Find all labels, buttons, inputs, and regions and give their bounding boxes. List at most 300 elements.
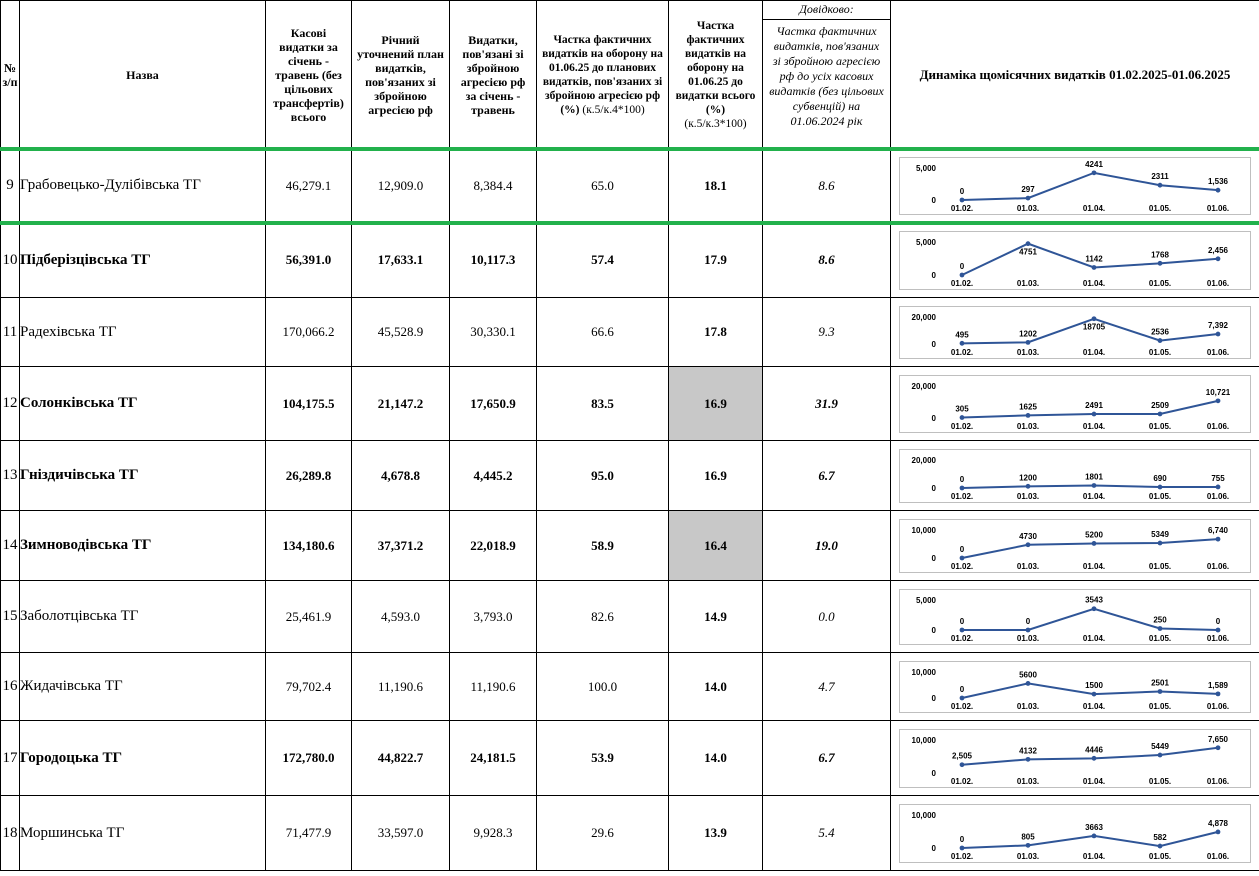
data-label: 1200 bbox=[1019, 472, 1037, 482]
row-number: 17 bbox=[1, 721, 20, 796]
dynamics-chart-cell bbox=[891, 298, 1259, 367]
header-share-of-plan-formula: (к.5/к.4*100) bbox=[582, 103, 645, 116]
y-tick-max: 10,000 bbox=[911, 810, 936, 820]
data-point bbox=[1026, 842, 1031, 847]
data-label: 10,721 bbox=[1205, 387, 1231, 397]
aggression-expenditure: 8,384.4 bbox=[450, 149, 537, 223]
data-point bbox=[1158, 338, 1163, 343]
dynamics-chart-cell bbox=[891, 653, 1259, 721]
community-name: Жидачівська ТГ bbox=[20, 653, 266, 721]
data-label: 1768 bbox=[1151, 249, 1169, 259]
highlight-rule-top bbox=[0, 147, 1259, 151]
annual-plan: 17,633.1 bbox=[352, 223, 450, 298]
x-tick-label: 01.04. bbox=[1082, 491, 1106, 501]
annual-plan: 44,822.7 bbox=[352, 721, 450, 796]
data-label: 7,392 bbox=[1207, 320, 1229, 330]
line-chart-svg bbox=[900, 590, 1250, 644]
share-of-total: 16.9 bbox=[669, 441, 763, 511]
x-tick-label: 01.02. bbox=[950, 633, 974, 643]
header-share-of-total bbox=[669, 1, 763, 149]
y-tick-max: 20,000 bbox=[911, 381, 936, 391]
cash-expenditure: 25,461.9 bbox=[266, 581, 352, 653]
row-number: 13 bbox=[1, 441, 20, 511]
row-number: 14 bbox=[1, 511, 20, 581]
community-name: Городоцька ТГ bbox=[20, 721, 266, 796]
table-row bbox=[1, 796, 1259, 871]
data-point bbox=[1158, 540, 1163, 545]
reference-share-2024: 31.9 bbox=[763, 367, 891, 441]
x-tick-label: 01.04. bbox=[1082, 203, 1106, 213]
x-tick-label: 01.05. bbox=[1148, 633, 1172, 643]
share-of-total: 16.4 bbox=[669, 511, 763, 581]
table-row bbox=[1, 581, 1259, 653]
y-tick-max: 5,000 bbox=[915, 237, 936, 247]
x-tick-label: 01.03. bbox=[1016, 633, 1040, 643]
data-point bbox=[960, 627, 965, 632]
data-point bbox=[1026, 483, 1031, 488]
data-label: 1,536 bbox=[1207, 176, 1229, 186]
aggression-expenditure: 17,650.9 bbox=[450, 367, 537, 441]
y-tick-zero: 0 bbox=[931, 625, 936, 635]
line-chart-svg bbox=[900, 450, 1250, 502]
row-number: 18 bbox=[1, 796, 20, 871]
series-line bbox=[962, 485, 1218, 488]
line-chart-svg bbox=[900, 805, 1250, 862]
x-tick-label: 01.02. bbox=[950, 851, 974, 861]
data-label: 4446 bbox=[1085, 744, 1103, 754]
data-point bbox=[960, 555, 965, 560]
data-point bbox=[1092, 411, 1097, 416]
share-of-plan: 100.0 bbox=[537, 653, 669, 721]
x-tick-label: 01.05. bbox=[1148, 278, 1172, 288]
data-label: 3543 bbox=[1085, 595, 1103, 605]
x-tick-label: 01.03. bbox=[1016, 203, 1040, 213]
dynamics-chart-cell bbox=[891, 223, 1259, 298]
data-label: 0 bbox=[959, 186, 965, 196]
data-point bbox=[1216, 829, 1221, 834]
aggression-expenditure: 4,445.2 bbox=[450, 441, 537, 511]
share-of-total: 14.0 bbox=[669, 721, 763, 796]
cash-expenditure: 172,780.0 bbox=[266, 721, 352, 796]
data-label: 2311 bbox=[1151, 171, 1169, 181]
data-label: 755 bbox=[1211, 473, 1225, 483]
data-label: 4241 bbox=[1085, 159, 1103, 169]
x-tick-label: 01.05. bbox=[1148, 491, 1172, 501]
data-point bbox=[1092, 606, 1097, 611]
data-label: 3663 bbox=[1085, 822, 1103, 832]
table-row bbox=[1, 298, 1259, 367]
x-tick-label: 01.06. bbox=[1206, 701, 1230, 711]
x-tick-label: 01.02. bbox=[950, 347, 974, 357]
x-tick-label: 01.05. bbox=[1148, 701, 1172, 711]
x-tick-label: 01.02. bbox=[950, 421, 974, 431]
x-tick-label: 01.05. bbox=[1148, 776, 1172, 786]
community-name: Солонківська ТГ bbox=[20, 367, 266, 441]
dynamics-chart bbox=[899, 729, 1251, 788]
data-label: 0 bbox=[959, 616, 965, 626]
line-chart-svg bbox=[900, 232, 1250, 289]
cash-expenditure: 26,289.8 bbox=[266, 441, 352, 511]
share-of-total: 18.1 bbox=[669, 149, 763, 223]
x-tick-label: 01.04. bbox=[1082, 776, 1106, 786]
data-label: 2509 bbox=[1151, 400, 1169, 410]
reference-share-2024: 8.6 bbox=[763, 149, 891, 223]
data-label: 2,456 bbox=[1207, 245, 1229, 255]
y-tick-max: 10,000 bbox=[911, 667, 936, 677]
cash-expenditure: 170,066.2 bbox=[266, 298, 352, 367]
row-number: 16 bbox=[1, 653, 20, 721]
x-tick-label: 01.04. bbox=[1082, 701, 1106, 711]
data-point bbox=[1158, 182, 1163, 187]
y-tick-max: 10,000 bbox=[911, 525, 936, 535]
dynamics-chart-cell bbox=[891, 511, 1259, 581]
data-point bbox=[960, 415, 965, 420]
x-tick-label: 01.06. bbox=[1206, 633, 1230, 643]
row-number: 9 bbox=[1, 149, 20, 223]
reference-share-2024: 4.7 bbox=[763, 653, 891, 721]
data-point bbox=[1026, 195, 1031, 200]
x-tick-label: 01.03. bbox=[1016, 347, 1040, 357]
annual-plan: 21,147.2 bbox=[352, 367, 450, 441]
data-point bbox=[1158, 484, 1163, 489]
y-tick-zero: 0 bbox=[931, 768, 936, 778]
data-point bbox=[1092, 316, 1097, 321]
data-label: 1625 bbox=[1019, 401, 1037, 411]
x-tick-label: 01.06. bbox=[1206, 561, 1230, 571]
aggression-expenditure: 11,190.6 bbox=[450, 653, 537, 721]
header-no: № з/п bbox=[1, 1, 20, 149]
table-row bbox=[1, 223, 1259, 298]
reference-share-2024: 6.7 bbox=[763, 441, 891, 511]
data-label: 5600 bbox=[1019, 669, 1037, 679]
x-tick-label: 01.04. bbox=[1082, 851, 1106, 861]
data-point bbox=[960, 485, 965, 490]
data-label: 7,650 bbox=[1207, 734, 1229, 744]
table-row bbox=[1, 511, 1259, 581]
x-tick-label: 01.05. bbox=[1148, 561, 1172, 571]
annual-plan: 11,190.6 bbox=[352, 653, 450, 721]
header-share-of-total-formula: (к.5/к.3*100) bbox=[684, 117, 747, 130]
community-name: Радехівська ТГ bbox=[20, 298, 266, 367]
x-tick-label: 01.05. bbox=[1148, 203, 1172, 213]
data-point bbox=[960, 272, 965, 277]
data-point bbox=[1026, 241, 1031, 246]
data-label: 0 bbox=[959, 261, 965, 271]
table-row bbox=[1, 441, 1259, 511]
series-line bbox=[959, 608, 1218, 629]
x-tick-label: 01.03. bbox=[1016, 561, 1040, 571]
header-aggression-expenditure: Видатки, пов'язані зі збройною агресією рф за січень - травень bbox=[450, 1, 537, 149]
x-tick-label: 01.03. bbox=[1016, 491, 1040, 501]
cash-expenditure: 71,477.9 bbox=[266, 796, 352, 871]
data-label: 0 bbox=[959, 834, 965, 844]
data-point bbox=[1216, 536, 1221, 541]
dynamics-chart bbox=[899, 449, 1251, 503]
header-reference-label: Довідково: bbox=[763, 1, 890, 20]
dynamics-chart-cell bbox=[891, 721, 1259, 796]
line-chart-svg bbox=[900, 376, 1250, 432]
y-tick-zero: 0 bbox=[931, 483, 936, 493]
data-label: 5449 bbox=[1151, 741, 1169, 751]
reference-share-2024: 8.6 bbox=[763, 223, 891, 298]
data-label: 6,740 bbox=[1207, 525, 1229, 535]
y-tick-zero: 0 bbox=[931, 339, 936, 349]
data-label: 4730 bbox=[1019, 531, 1037, 541]
data-label: 0 bbox=[1215, 616, 1221, 626]
data-label: 4132 bbox=[1019, 745, 1037, 755]
data-label: 297 bbox=[1021, 184, 1035, 194]
data-point bbox=[1092, 541, 1097, 546]
data-label: 2536 bbox=[1151, 327, 1169, 337]
reference-share-2024: 9.3 bbox=[763, 298, 891, 367]
table-row bbox=[1, 653, 1259, 721]
x-tick-label: 01.06. bbox=[1206, 203, 1230, 213]
line-chart-svg bbox=[900, 158, 1250, 214]
x-tick-label: 01.04. bbox=[1082, 347, 1106, 357]
x-tick-label: 01.06. bbox=[1206, 421, 1230, 431]
aggression-expenditure: 24,181.5 bbox=[450, 721, 537, 796]
share-of-plan: 82.6 bbox=[537, 581, 669, 653]
data-label: 1142 bbox=[1085, 253, 1103, 263]
header-dynamics-chart: Динаміка щомісячних видатків 01.02.2025-01.06.2025 bbox=[891, 1, 1259, 149]
x-tick-label: 01.02. bbox=[950, 203, 974, 213]
cash-expenditure: 46,279.1 bbox=[266, 149, 352, 223]
row-number: 15 bbox=[1, 581, 20, 653]
data-point bbox=[1216, 627, 1221, 632]
share-of-plan: 29.6 bbox=[537, 796, 669, 871]
x-tick-label: 01.02. bbox=[950, 561, 974, 571]
community-name: Гніздичівська ТГ bbox=[20, 441, 266, 511]
series-line bbox=[959, 172, 1218, 199]
share-of-total: 14.9 bbox=[669, 581, 763, 653]
y-tick-max: 20,000 bbox=[911, 312, 936, 322]
dynamics-chart bbox=[899, 231, 1251, 290]
community-name: Моршинська ТГ bbox=[20, 796, 266, 871]
x-tick-label: 01.03. bbox=[1016, 421, 1040, 431]
cash-expenditure: 134,180.6 bbox=[266, 511, 352, 581]
x-tick-label: 01.02. bbox=[950, 776, 974, 786]
y-tick-zero: 0 bbox=[931, 693, 936, 703]
header-name: Назва bbox=[20, 1, 266, 149]
row-number: 12 bbox=[1, 367, 20, 441]
share-of-plan: 53.9 bbox=[537, 721, 669, 796]
reference-share-2024: 6.7 bbox=[763, 721, 891, 796]
y-tick-zero: 0 bbox=[931, 195, 936, 205]
dynamics-chart bbox=[899, 661, 1251, 713]
data-point bbox=[1092, 265, 1097, 270]
line-chart-svg bbox=[900, 520, 1250, 572]
dynamics-chart bbox=[899, 157, 1251, 215]
row-number: 11 bbox=[1, 298, 20, 367]
highlight-rule-bottom bbox=[0, 221, 1259, 225]
data-point bbox=[1026, 542, 1031, 547]
data-label: 0 bbox=[959, 684, 965, 694]
aggression-expenditure: 3,793.0 bbox=[450, 581, 537, 653]
x-tick-label: 01.03. bbox=[1016, 776, 1040, 786]
data-label: 0 bbox=[959, 544, 965, 554]
data-point bbox=[1158, 843, 1163, 848]
x-tick-label: 01.06. bbox=[1206, 491, 1230, 501]
x-tick-label: 01.05. bbox=[1148, 851, 1172, 861]
table-row bbox=[1, 367, 1259, 441]
annual-plan: 12,909.0 bbox=[352, 149, 450, 223]
x-tick-label: 01.03. bbox=[1016, 851, 1040, 861]
data-point bbox=[1158, 626, 1163, 631]
x-tick-label: 01.03. bbox=[1016, 701, 1040, 711]
data-label: 2,505 bbox=[951, 751, 973, 761]
cash-expenditure: 56,391.0 bbox=[266, 223, 352, 298]
data-point bbox=[1158, 411, 1163, 416]
data-point bbox=[1216, 256, 1221, 261]
data-point bbox=[1216, 398, 1221, 403]
data-point bbox=[1158, 689, 1163, 694]
share-of-plan: 83.5 bbox=[537, 367, 669, 441]
share-of-total: 17.9 bbox=[669, 223, 763, 298]
table-row bbox=[1, 721, 1259, 796]
data-point bbox=[960, 845, 965, 850]
dynamics-chart bbox=[899, 589, 1251, 645]
data-label: 1202 bbox=[1019, 328, 1037, 338]
annual-plan: 33,597.0 bbox=[352, 796, 450, 871]
x-tick-label: 01.04. bbox=[1082, 278, 1106, 288]
share-of-total: 16.9 bbox=[669, 367, 763, 441]
y-tick-max: 10,000 bbox=[911, 735, 936, 745]
header-annual-plan: Річний уточнений план видатків, пов'язаних зі збройною агресією рф bbox=[352, 1, 450, 149]
data-label: 1500 bbox=[1085, 680, 1103, 690]
data-label: 0 bbox=[959, 474, 965, 484]
data-point bbox=[960, 695, 965, 700]
dynamics-chart bbox=[899, 804, 1251, 863]
data-point bbox=[960, 340, 965, 345]
data-label: 5200 bbox=[1085, 529, 1103, 539]
x-tick-label: 01.06. bbox=[1206, 776, 1230, 786]
data-label: 805 bbox=[1021, 831, 1035, 841]
x-tick-label: 01.05. bbox=[1148, 347, 1172, 357]
dynamics-chart-cell bbox=[891, 149, 1259, 223]
data-point bbox=[1216, 745, 1221, 750]
data-point bbox=[1092, 483, 1097, 488]
data-point bbox=[1158, 260, 1163, 265]
data-label: 305 bbox=[955, 404, 969, 414]
reference-share-2024: 19.0 bbox=[763, 511, 891, 581]
y-tick-max: 20,000 bbox=[911, 455, 936, 465]
x-tick-label: 01.02. bbox=[950, 278, 974, 288]
x-tick-label: 01.03. bbox=[1016, 278, 1040, 288]
x-tick-label: 01.06. bbox=[1206, 851, 1230, 861]
x-tick-label: 01.02. bbox=[950, 491, 974, 501]
data-label: 495 bbox=[955, 329, 969, 339]
x-tick-label: 01.02. bbox=[950, 701, 974, 711]
dynamics-chart bbox=[899, 306, 1251, 359]
header-share-of-plan-text: Частка фактичних видатків на оборону на 01.06.25 до планових видатків, пов'язаних зі збройною агресією рф (%) bbox=[542, 33, 663, 116]
x-tick-label: 01.06. bbox=[1206, 278, 1230, 288]
reference-share-2024: 5.4 bbox=[763, 796, 891, 871]
data-label: 4,878 bbox=[1207, 818, 1229, 828]
header-reference bbox=[763, 1, 891, 149]
cash-expenditure: 79,702.4 bbox=[266, 653, 352, 721]
data-point bbox=[960, 197, 965, 202]
data-point bbox=[1026, 681, 1031, 686]
data-point bbox=[1216, 691, 1221, 696]
dynamics-chart bbox=[899, 519, 1251, 573]
data-point bbox=[1092, 691, 1097, 696]
line-chart-svg bbox=[900, 730, 1250, 787]
share-of-plan: 58.9 bbox=[537, 511, 669, 581]
data-point bbox=[1026, 339, 1031, 344]
x-tick-label: 01.04. bbox=[1082, 561, 1106, 571]
data-label: 2501 bbox=[1151, 677, 1169, 687]
header-cash-expenditure: Касові видатки за січень - травень (без цільових трансфертів) всього bbox=[266, 1, 352, 149]
data-label: 1801 bbox=[1085, 471, 1103, 481]
data-point bbox=[1158, 752, 1163, 757]
data-point bbox=[1026, 627, 1031, 632]
share-of-plan: 65.0 bbox=[537, 149, 669, 223]
header-share-of-total-text: Частка фактичних видатків на оборону на 01.06.25 до видатки всього (%) bbox=[675, 19, 756, 116]
share-of-total: 13.9 bbox=[669, 796, 763, 871]
annual-plan: 37,371.2 bbox=[352, 511, 450, 581]
x-tick-label: 01.04. bbox=[1082, 421, 1106, 431]
data-point bbox=[1092, 755, 1097, 760]
data-label: 250 bbox=[1153, 615, 1167, 624]
y-tick-zero: 0 bbox=[931, 843, 936, 853]
header-row bbox=[1, 1, 1259, 149]
dynamics-chart bbox=[899, 375, 1251, 433]
y-tick-zero: 0 bbox=[931, 270, 936, 280]
data-point bbox=[1216, 331, 1221, 336]
series-line bbox=[959, 831, 1218, 847]
data-point bbox=[1092, 170, 1097, 175]
line-chart-svg bbox=[900, 307, 1250, 358]
dynamics-chart-cell bbox=[891, 796, 1259, 871]
y-tick-zero: 0 bbox=[931, 553, 936, 563]
community-name: Підберізцівська ТГ bbox=[20, 223, 266, 298]
data-point bbox=[1092, 833, 1097, 838]
data-point bbox=[1026, 756, 1031, 761]
data-label: 4751 bbox=[1019, 247, 1037, 257]
aggression-expenditure: 22,018.9 bbox=[450, 511, 537, 581]
data-point bbox=[1026, 413, 1031, 418]
dynamics-chart-cell bbox=[891, 441, 1259, 511]
aggression-expenditure: 9,928.3 bbox=[450, 796, 537, 871]
data-label: 2491 bbox=[1085, 400, 1103, 410]
x-tick-label: 01.05. bbox=[1148, 421, 1172, 431]
data-label: 5349 bbox=[1151, 529, 1169, 539]
data-point bbox=[1216, 187, 1221, 192]
data-label: 18705 bbox=[1082, 322, 1106, 332]
table-row bbox=[1, 149, 1259, 223]
annual-plan: 4,678.8 bbox=[352, 441, 450, 511]
data-label: 0 bbox=[1025, 616, 1031, 626]
aggression-expenditure: 10,117.3 bbox=[450, 223, 537, 298]
header-share-of-plan bbox=[537, 1, 669, 149]
annual-plan: 45,528.9 bbox=[352, 298, 450, 367]
community-name: Грабовецько-Дулібівська ТГ bbox=[20, 149, 266, 223]
share-of-plan: 95.0 bbox=[537, 441, 669, 511]
share-of-total: 14.0 bbox=[669, 653, 763, 721]
share-of-total: 17.8 bbox=[669, 298, 763, 367]
header-reference-text: Частка фактичних видатків, пов'язаних зі збройною агресією рф до усіх касових видатків (без цільових субвенцій) на 01.06.2024 рік bbox=[769, 24, 884, 128]
data-label: 1,589 bbox=[1207, 680, 1229, 690]
x-tick-label: 01.06. bbox=[1206, 347, 1230, 357]
series-line bbox=[959, 539, 1218, 558]
aggression-expenditure: 30,330.1 bbox=[450, 298, 537, 367]
share-of-plan: 57.4 bbox=[537, 223, 669, 298]
dynamics-chart-cell bbox=[891, 581, 1259, 653]
data-label: 582 bbox=[1153, 832, 1167, 842]
table-body bbox=[1, 149, 1259, 871]
data-label: 690 bbox=[1153, 473, 1167, 483]
data-point bbox=[960, 762, 965, 767]
